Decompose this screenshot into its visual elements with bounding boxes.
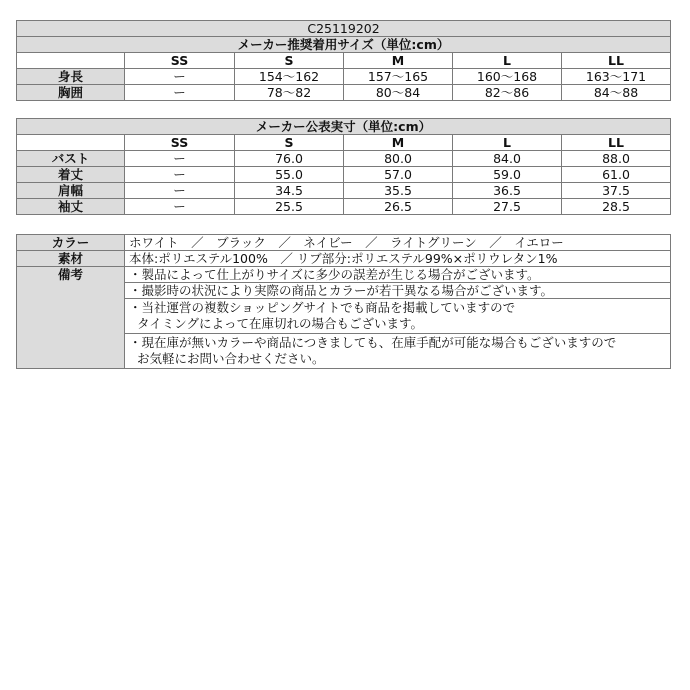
measured-title: メーカー公表実寸（単位:cm） [17, 119, 671, 135]
table-cell: ー [125, 167, 235, 183]
table-row [17, 235, 671, 251]
color-label: カラー [17, 235, 125, 251]
size-header: L [453, 135, 562, 151]
note-item [125, 299, 671, 334]
row-label-bust: バスト [17, 151, 125, 167]
table-cell: ー [125, 85, 235, 101]
size-header: LL [562, 53, 671, 69]
table-cell: 34.5 [235, 183, 344, 199]
table-cell: 80.0 [344, 151, 453, 167]
note-line: タイミングによって在庫切れの場合もございます。 [137, 316, 424, 331]
table-cell: 26.5 [344, 199, 453, 215]
material-value: 本体:ポリエステル100% ／ リブ部分:ポリエステル99%×ポリウレタン1% [125, 251, 671, 267]
table-cell: 157～165 [344, 69, 453, 85]
corner-cell [17, 53, 125, 69]
row-label-sleeve: 袖丈 [17, 199, 125, 215]
table-cell: 163～171 [562, 69, 671, 85]
table-cell: 36.5 [453, 183, 562, 199]
table-cell: 59.0 [453, 167, 562, 183]
table-cell: 88.0 [562, 151, 671, 167]
measured-size-table [16, 118, 671, 215]
material-label: 素材 [17, 251, 125, 267]
table-cell: 84.0 [453, 151, 562, 167]
recommended-size-table [16, 20, 671, 101]
table-row [17, 151, 671, 167]
table-row [17, 267, 671, 283]
size-header: S [235, 135, 344, 151]
size-header: M [344, 135, 453, 151]
corner-cell [17, 135, 125, 151]
table-cell: 61.0 [562, 167, 671, 183]
table-row [17, 167, 671, 183]
table-row [17, 85, 671, 101]
color-value: ホワイト ／ ブラック ／ ネイビー ／ ライトグリーン ／ イエロー [125, 235, 671, 251]
table-row [17, 199, 671, 215]
size-header: SS [125, 135, 235, 151]
size-header: M [344, 53, 453, 69]
table-row [17, 183, 671, 199]
table-row [17, 251, 671, 267]
row-label-height: 身長 [17, 69, 125, 85]
table-cell: ー [125, 151, 235, 167]
note-line: お気軽にお問い合わせください。 [137, 351, 325, 366]
recommended-title: メーカー推奨着用サイズ（単位:cm） [17, 37, 671, 53]
table-cell: 35.5 [344, 183, 453, 199]
table-row [17, 69, 671, 85]
note-item: ・撮影時の状況により実際の商品とカラーが若干異なる場合がございます。 [125, 283, 671, 299]
size-header: LL [562, 135, 671, 151]
note-item: ・製品によって仕上がりサイズに多少の誤差が生じる場合がございます。 [125, 267, 671, 283]
size-header: L [453, 53, 562, 69]
product-info-table [16, 234, 671, 369]
product-code: C25119202 [17, 21, 671, 37]
size-header: S [235, 53, 344, 69]
table-cell: 27.5 [453, 199, 562, 215]
table-cell: 80～84 [344, 85, 453, 101]
table-cell: ー [125, 69, 235, 85]
table-cell: 78～82 [235, 85, 344, 101]
row-label-shoulder: 肩幅 [17, 183, 125, 199]
table-cell: ー [125, 199, 235, 215]
table-cell: 37.5 [562, 183, 671, 199]
row-label-chest: 胸囲 [17, 85, 125, 101]
note-item [125, 334, 671, 369]
table-cell: 28.5 [562, 199, 671, 215]
table-cell: 55.0 [235, 167, 344, 183]
table-cell: ー [125, 183, 235, 199]
note-line: ・現在庫が無いカラーや商品につきましても、在庫手配が可能な場合もございますので [129, 335, 617, 350]
notes-label: 備考 [17, 267, 125, 369]
table-cell: 160～168 [453, 69, 562, 85]
table-cell: 57.0 [344, 167, 453, 183]
note-line: ・当社運営の複数ショッピングサイトでも商品を掲載していますので [129, 300, 516, 315]
table-cell: 25.5 [235, 199, 344, 215]
table-cell: 82～86 [453, 85, 562, 101]
table-cell: 84～88 [562, 85, 671, 101]
size-header: SS [125, 53, 235, 69]
table-cell: 154～162 [235, 69, 344, 85]
table-cell: 76.0 [235, 151, 344, 167]
row-label-length: 着丈 [17, 167, 125, 183]
